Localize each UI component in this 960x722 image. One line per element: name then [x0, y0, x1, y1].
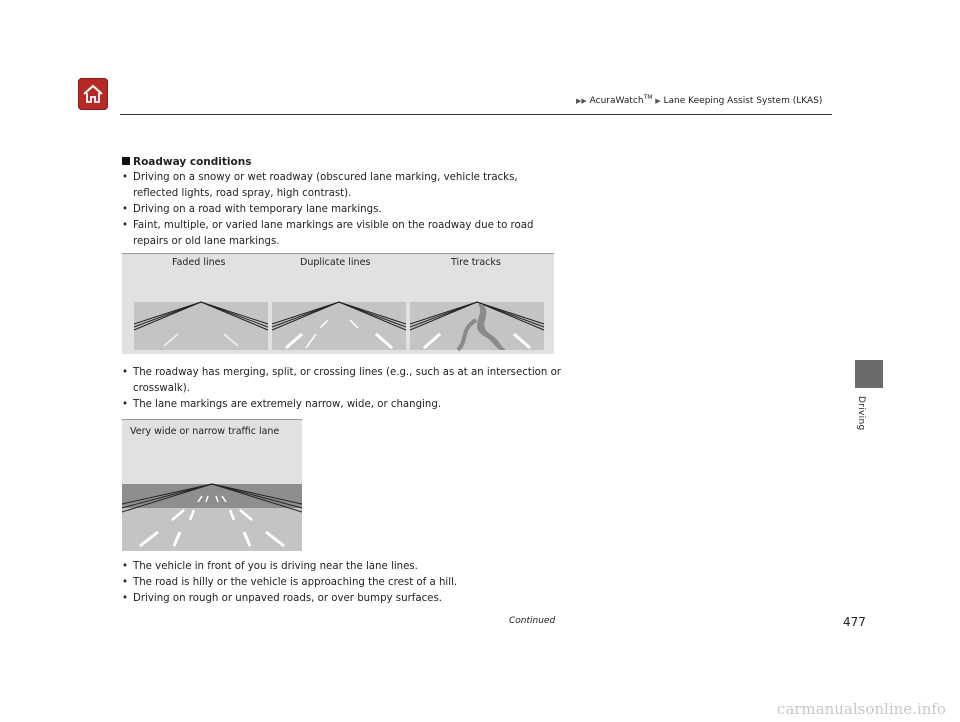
bullet-list-a: [122, 170, 562, 250]
list-item: • The road is hilly or the vehicle is approaching the crest of a hill.: [122, 575, 562, 591]
continued-label: Continued: [509, 616, 556, 626]
list-item: • Driving on a snowy or wet roadway (obscured lane marking, vehicle tracks, reflected lights, road spray, high contrast).: [122, 170, 562, 202]
list-item: • The vehicle in front of you is driving near the lane lines.: [122, 559, 562, 575]
figure-lane-width: [122, 419, 302, 551]
figure-lane-markings: [122, 253, 554, 354]
header-divider: [120, 114, 832, 115]
home-icon: [82, 83, 104, 105]
breadcrumb-arrow-icon: ▶▶: [576, 97, 587, 105]
list-item: • The roadway has merging, split, or crossing lines (e.g., such as at an intersection or crosswalk).: [122, 365, 562, 397]
list-item: • Faint, multiple, or varied lane markings are visible on the roadway due to road repairs or old lane markings.: [122, 218, 562, 250]
list-item: • The lane markings are extremely narrow, wide, or changing.: [122, 397, 562, 413]
section-title: Roadway conditions: [122, 154, 562, 170]
breadcrumb-current: Lane Keeping Assist System (LKAS): [663, 96, 823, 106]
chapter-tab[interactable]: [855, 360, 883, 388]
figure-caption: Faded lines: [172, 257, 226, 268]
road-tire-tracks: [410, 302, 544, 350]
figure-caption: Very wide or narrow traffic lane: [130, 426, 280, 437]
figure-caption: Duplicate lines: [300, 257, 371, 268]
bullet-list-b: [122, 365, 562, 413]
road-faded-lines: [134, 302, 268, 350]
bullet-list-c: [122, 559, 562, 607]
road-illustrations: [122, 254, 554, 354]
list-item: • Driving on rough or unpaved roads, or over bumpy surfaces.: [122, 591, 562, 607]
road-duplicate-lines: [272, 302, 406, 350]
breadcrumb: [576, 94, 822, 106]
section-content: [122, 154, 562, 250]
watermark: carmanualsonline.info: [776, 700, 946, 718]
page-number: 477: [843, 615, 866, 629]
chapter-tab-label: Driving: [856, 396, 866, 431]
list-item: • Driving on a road with temporary lane markings.: [122, 202, 562, 218]
breadcrumb-arrow-icon: ▶: [655, 97, 661, 105]
home-button[interactable]: [78, 78, 108, 110]
road-illustration-wide-narrow: [122, 420, 302, 551]
breadcrumb-link-acurawatch[interactable]: AcuraWatch™: [589, 94, 653, 106]
figure-caption: Tire tracks: [451, 257, 501, 268]
